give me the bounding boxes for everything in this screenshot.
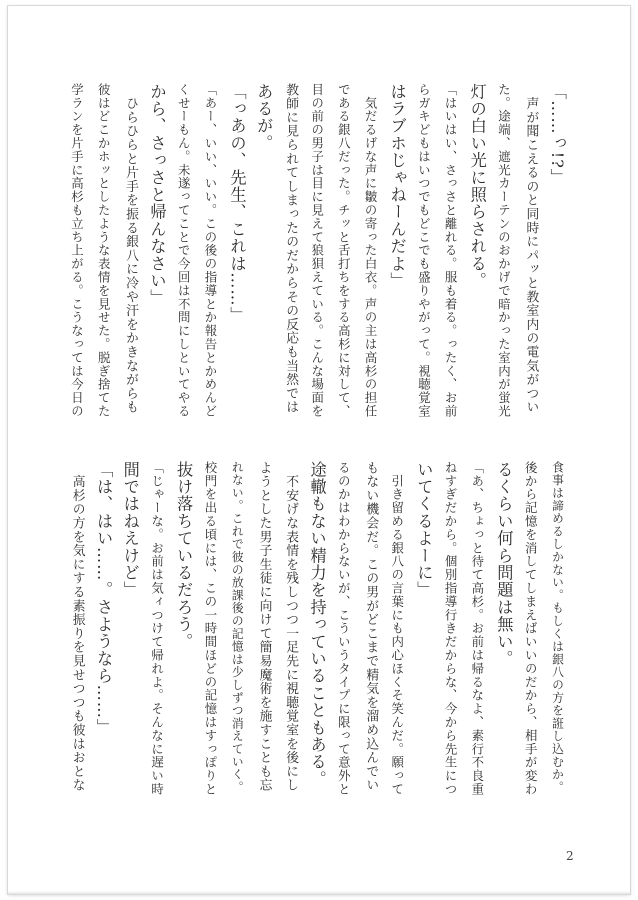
text-column xyxy=(517,461,544,796)
text-line: 後から記憶を消してしまえばいいのだから、相手が変わ xyxy=(523,461,539,796)
text-column xyxy=(90,83,117,418)
text-line: から、さっさと帰んなさい」 xyxy=(147,83,167,307)
text-line: た。途端、遮光カーテンのおかげで暗かった室内が蛍光 xyxy=(496,83,512,418)
text-line: 気だるげな声に皺の寄った白衣。声の主は高杉の担任 xyxy=(363,83,379,418)
text-line: 「はいはい、さっさと離れる。服も着る。ったく、お前 xyxy=(443,83,459,418)
text-column xyxy=(63,461,90,796)
text-column xyxy=(223,83,250,418)
text-column xyxy=(250,83,277,418)
text-line: 校門を出る頃には、この一時間ほどの記憶はすっぽりと xyxy=(202,461,218,796)
text-column xyxy=(90,461,117,796)
text-line: 学ランを片手に高杉も立ち上がる。こうなっては今日の xyxy=(69,83,85,418)
text-column xyxy=(170,461,197,796)
text-line: れない。これで彼の放課後の記憶は少しずつ消えていく。 xyxy=(230,461,245,794)
text-line: 声が聞こえるのと同時にパッと教室内の電気がつい xyxy=(523,83,539,415)
page-edge-shadow xyxy=(8,891,630,894)
text-column xyxy=(223,461,250,796)
text-column xyxy=(143,83,170,418)
text-column xyxy=(196,83,223,418)
text-column xyxy=(63,83,90,418)
text-line: 高杉の方を気にする素振りを見せつつも彼はおとな xyxy=(69,461,85,793)
text-line: である銀八だった。チッと舌打ちをする高杉に対して、 xyxy=(336,83,352,418)
text-line: 「は、はい……。さようなら……」 xyxy=(94,461,114,737)
text-line: 途轍もない精力を持っていることもある。 xyxy=(307,461,327,788)
text-column xyxy=(116,83,143,418)
text-column xyxy=(170,83,197,418)
text-column xyxy=(543,461,570,796)
text-line: 彼はどこかホッとしたような表情を見せた。脱ぎ捨てた xyxy=(96,83,112,418)
text-column xyxy=(276,83,303,418)
text-line: 引き留める銀八の言葉にも内心ほくそ笑んだ。願って xyxy=(389,461,405,796)
text-column xyxy=(410,83,437,418)
text-line: 目の前の男子は目に見えて狼狽えている。こんな場面を xyxy=(309,83,325,418)
text-column xyxy=(276,461,303,796)
text-line: 抜け落ちているだろう。 xyxy=(174,461,194,651)
text-column xyxy=(463,83,490,418)
text-column xyxy=(383,461,410,796)
text-line: 間ではねえけど」 xyxy=(120,461,140,599)
text-line: 「っあの、先生、これは……」 xyxy=(227,83,247,324)
text-column xyxy=(437,83,464,418)
text-line: ひらひらと片手を振る銀八に冷や汗をかきながらも xyxy=(123,83,139,415)
text-column xyxy=(357,461,384,796)
text-column xyxy=(543,83,570,418)
text-line: 灯の白い光に照らされる。 xyxy=(467,83,487,290)
upper-text-block xyxy=(62,83,570,418)
text-column xyxy=(330,461,357,796)
text-line: ようとした男子生徒に向けて簡易魔術を施すことも忘 xyxy=(256,461,272,793)
text-line: はラブホじゃねーんだよ」 xyxy=(387,83,407,290)
text-line: 不安げな表情を残しつつ一足先に視聴覚室を後にし xyxy=(283,461,299,793)
text-column xyxy=(357,83,384,418)
text-column xyxy=(490,461,517,796)
text-line: ねすぎだから。個別指導行きだからな、今から先生につ xyxy=(443,461,459,796)
text-column xyxy=(116,461,143,796)
lower-text-block xyxy=(62,461,570,796)
text-column xyxy=(143,461,170,796)
text-line: 「あ、ちょっと待て高杉。お前は帰るなよ、素行不良重 xyxy=(469,461,485,796)
text-line: くせーもん。未遂ってことで今回は不問にしといてやる xyxy=(176,83,192,418)
text-column xyxy=(196,461,223,796)
text-column xyxy=(463,461,490,796)
text-column xyxy=(490,83,517,418)
text-column xyxy=(303,83,330,418)
text-column xyxy=(517,83,544,418)
text-line: 食事は諦めるしかない。もしくは銀八の方を誑し込むか。 xyxy=(550,461,565,794)
text-column xyxy=(330,83,357,418)
text-line: 教師に見られてしまったのだからその反応も当然では xyxy=(283,83,299,415)
text-column xyxy=(303,461,330,796)
page-number: 2 xyxy=(566,849,574,863)
text-column xyxy=(410,461,437,796)
text-column xyxy=(250,461,277,796)
text-line: るくらい何ら問題は無い。 xyxy=(494,461,514,668)
text-line: 「あー、いい、いい。この後の指導とか報告とかめんど xyxy=(202,83,218,418)
text-line: 「じゃーな。お前は気ィつけて帰れよ。そんなに遅い時 xyxy=(149,461,165,796)
book-page xyxy=(8,6,630,894)
text-line: るのかはわからないが、こういうタイプに限って意外と xyxy=(336,461,352,796)
text-line: いてくるよーに」 xyxy=(414,461,434,599)
text-line: 「……っ!?」 xyxy=(547,83,567,187)
text-line: もない機会だ。この男がどこまで精気を溜め込んでい xyxy=(363,461,379,793)
text-line: らガキどもはいつでもどこでも盛りやがって。視聴覚室 xyxy=(416,83,432,418)
text-column xyxy=(437,461,464,796)
text-column xyxy=(383,83,410,418)
text-line: あるが。 xyxy=(254,83,274,152)
